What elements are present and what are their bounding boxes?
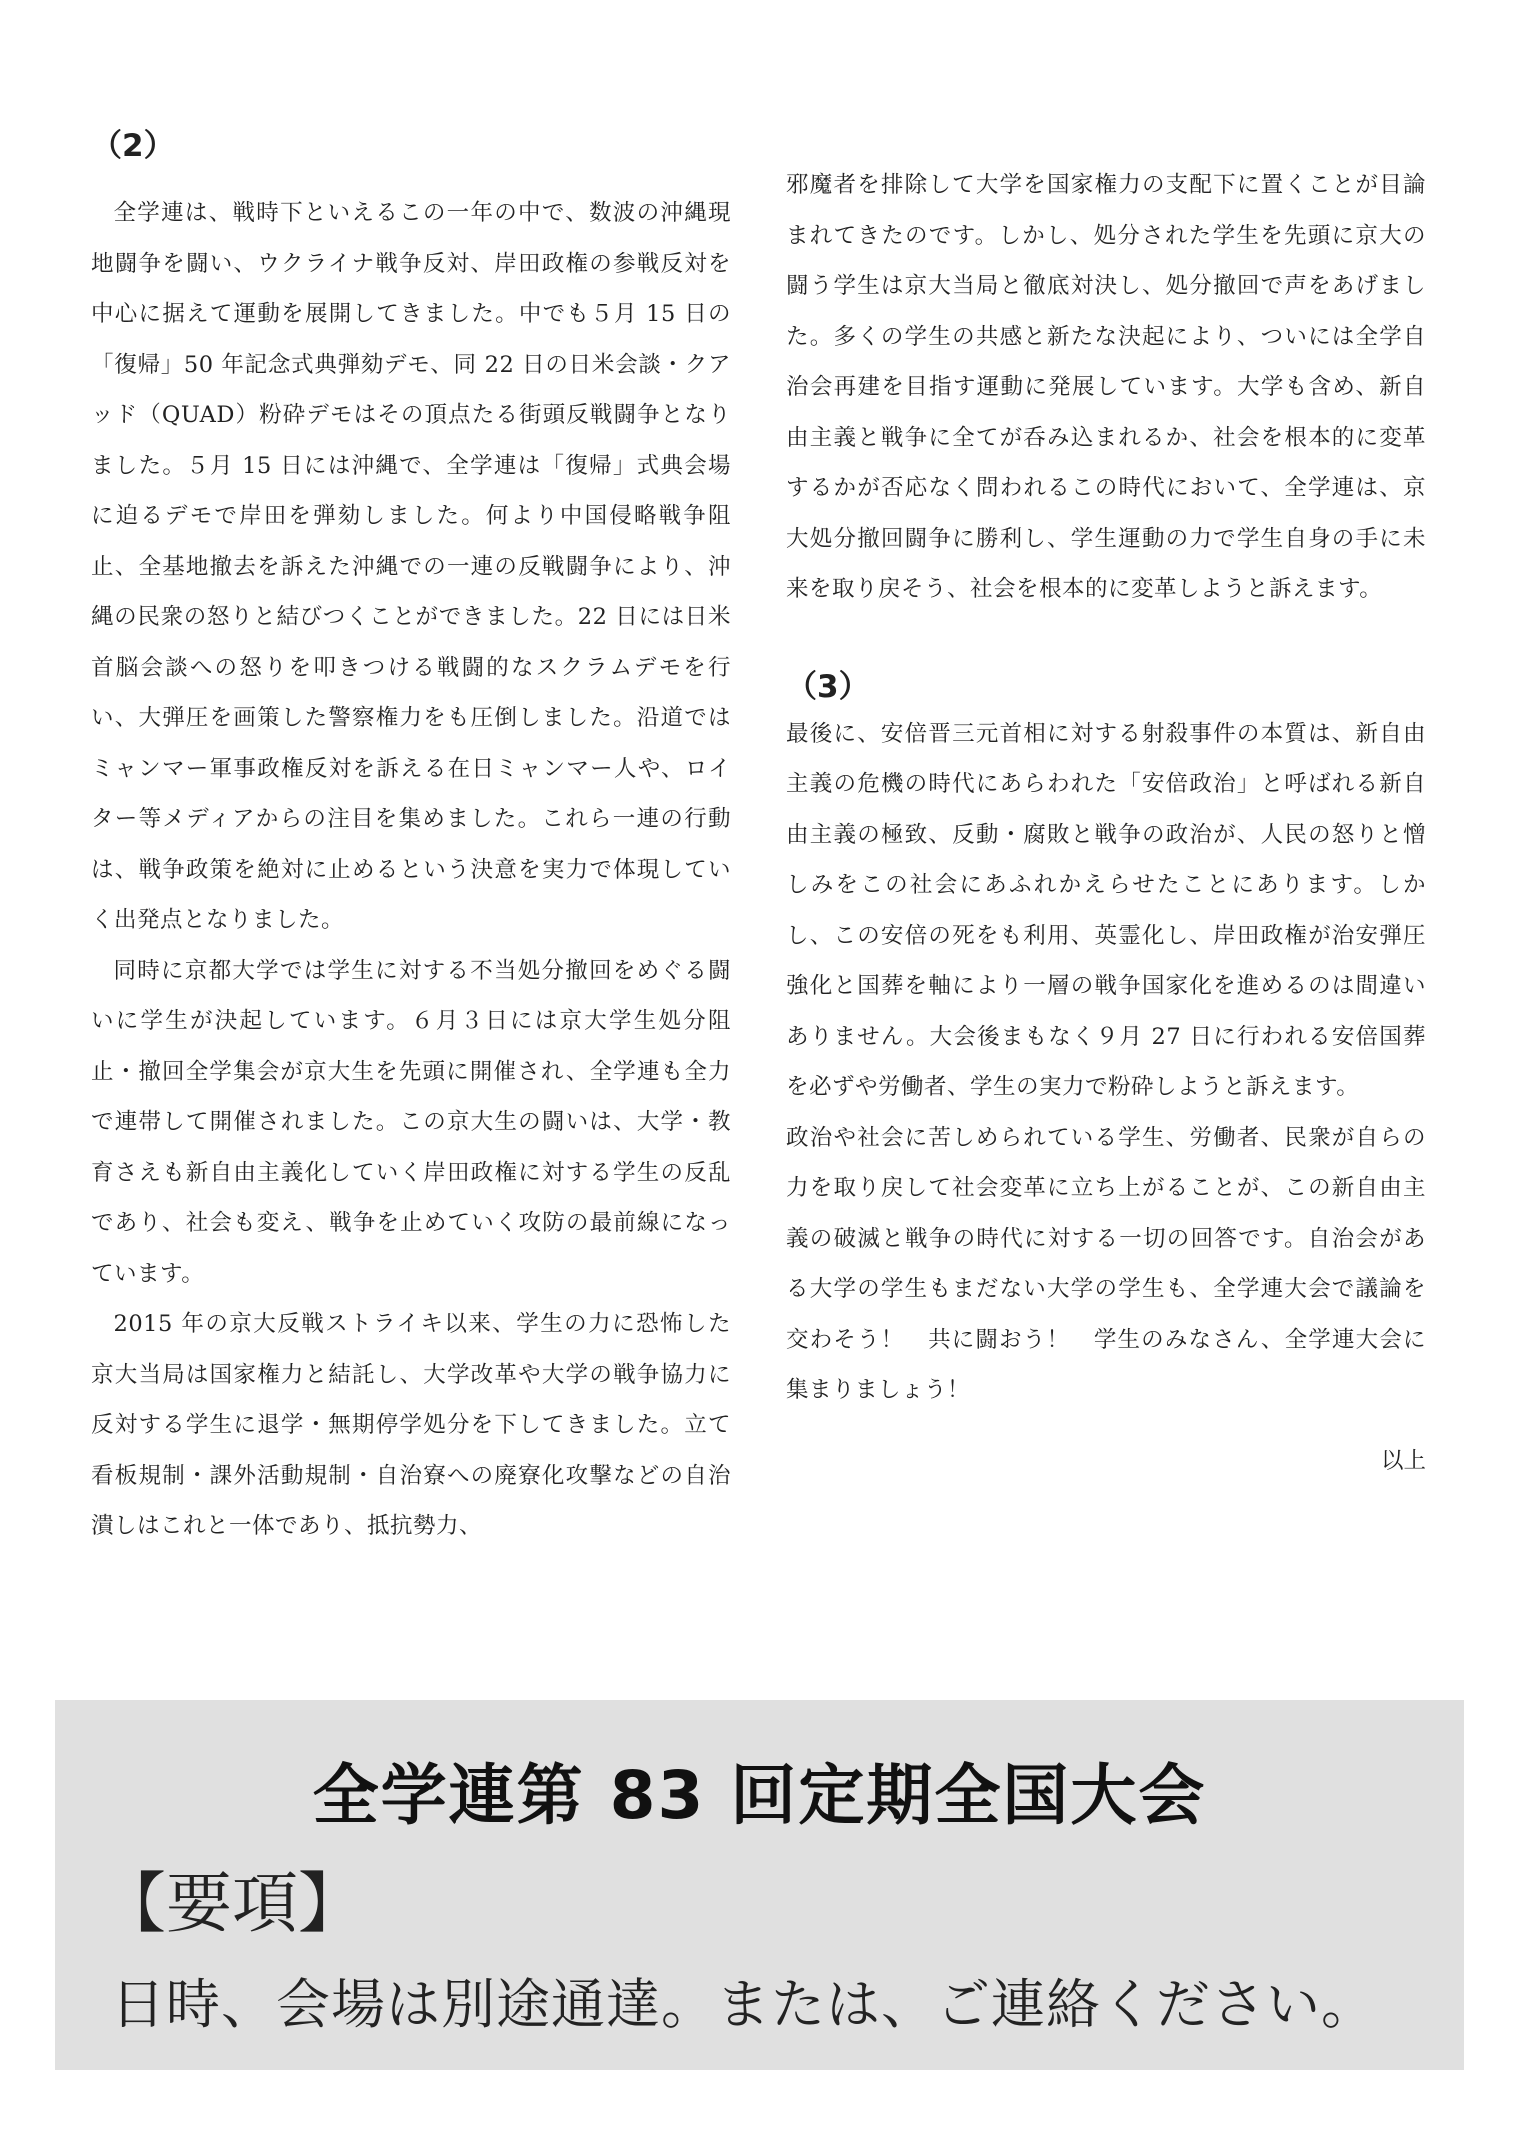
section-3-heading: （3） [786,668,870,705]
convention-banner [55,1700,1464,2070]
banner-subtitle: 【要項】 [100,1865,364,1942]
closing-mark: 以上 [1380,1447,1426,1474]
section-2-heading: （2） [91,128,175,164]
paragraph: 政治や社会に苦しめられている学生、労働者、民衆が自らの力を取り戻して社会変革に立ち上がることが、この新自由主義の破滅と戦争の時代に対する一切の回答です。自治会がある大学の学生もまだない大学の学生も、全学連大会で議論を交わそう！ 共に闘おう！ 学生のみなさん、全学連大会に集まりましょう！ [786,1124,1426,1403]
right-column [786,160,1426,1486]
paragraph: 最後に、安倍晋三元首相に対する射殺事件の本質は、新自由主義の危機の時代にあらわれた「安倍政治」と呼ばれる新自由主義の極致、反動・腐敗と戦争の政治が、人民の怒りと憎しみをこの社会にあふれかえらせたことにあります。しかし、この安倍の死をも利用、英霊化し、岸田政権が治安弾圧強化と国葬を軸により一層の戦争国家化を進めるのは間違いありません。大会後まもなく９月 27 日に行われる安倍国葬を必ずや労働者、学生の実力で粉砕しようと訴えます。 [786,720,1426,1100]
left-column [91,124,731,1552]
paragraph: 全学連は、戦時下といえるこの一年の中で、数波の沖縄現地闘争を闘い、ウクライナ戦争反対、岸田政権の参戦反対を中心に据えて運動を展開してきました。中でも５月 15 日の「復帰」50 年記念式典弾劾デモ、同 22 日の日米会談・クアッド（QUAD）粉砕デモはその頂点たる街頭反戦闘争となりました。５月 15 日には沖縄で、全学連は「復帰」式典会場に迫るデモで岸田を弾劾しました。何より中国侵略戦争阻止、全基地撤去を訴えた沖縄での一連の反戦闘争により、沖縄の民衆の怒りと結びつくことができました。22 日には日米首脳会談への怒りを叩きつける戦闘的なスクラムデモを行い、大弾圧を画策した警察権力をも圧倒しました。沿道ではミャンマー軍事政権反対を訴える在日ミャンマー人や、ロイター等メディアからの注目を集めました。これら一連の行動は、戦争政策を絶対に止めるという決意を実力で体現していく出発点となりました。 [91,200,731,933]
paragraph: 邪魔者を排除して大学を国家権力の支配下に置くことが目論まれてきたのです。しかし、処分された学生を先頭に京大の闘う学生は京大当局と徹底対決し、処分撤回で声をあげました。多くの学生の共感と新たな決起により、ついには全学自治会再建を目指す運動に発展しています。大学も含め、新自由主義と戦争に全てが呑み込まれるか、社会を根本的に変革するかが否応なく問われるこの時代において、全学連は、京大処分撤回闘争に勝利し、学生運動の力で学生自身の手に未来を取り戻そう、社会を根本的に変革しようと訴えます。 [786,172,1426,602]
banner-title: 全学連第 83 回定期全国大会 [312,1757,1207,1834]
paragraph: 2015 年の京大反戦ストライキ以来、学生の力に恐怖した京大当局は国家権力と結託し、大学改革や大学の戦争協力に反対する学生に退学・無期停学処分を下してきました。立て看板規制・課外活動規制・自治寮への廃寮化攻撃などの自治潰しはこれと一体であり、抵抗勢力、 [91,1311,731,1539]
banner-note: 日時、会場は別途通達。または、ご連絡ください。 [111,1973,1376,2036]
paragraph: 同時に京都大学では学生に対する不当処分撤回をめぐる闘いに学生が決起しています。６月３日には京大学生処分阻止・撤回全学集会が京大生を先頭に開催され、全学連も全力で連帯して開催されました。この京大生の闘いは、大学・教育さえも新自由主義化していく岸田政権に対する学生の反乱であり、社会も変え、戦争を止めていく攻防の最前線になっています。 [91,957,731,1287]
